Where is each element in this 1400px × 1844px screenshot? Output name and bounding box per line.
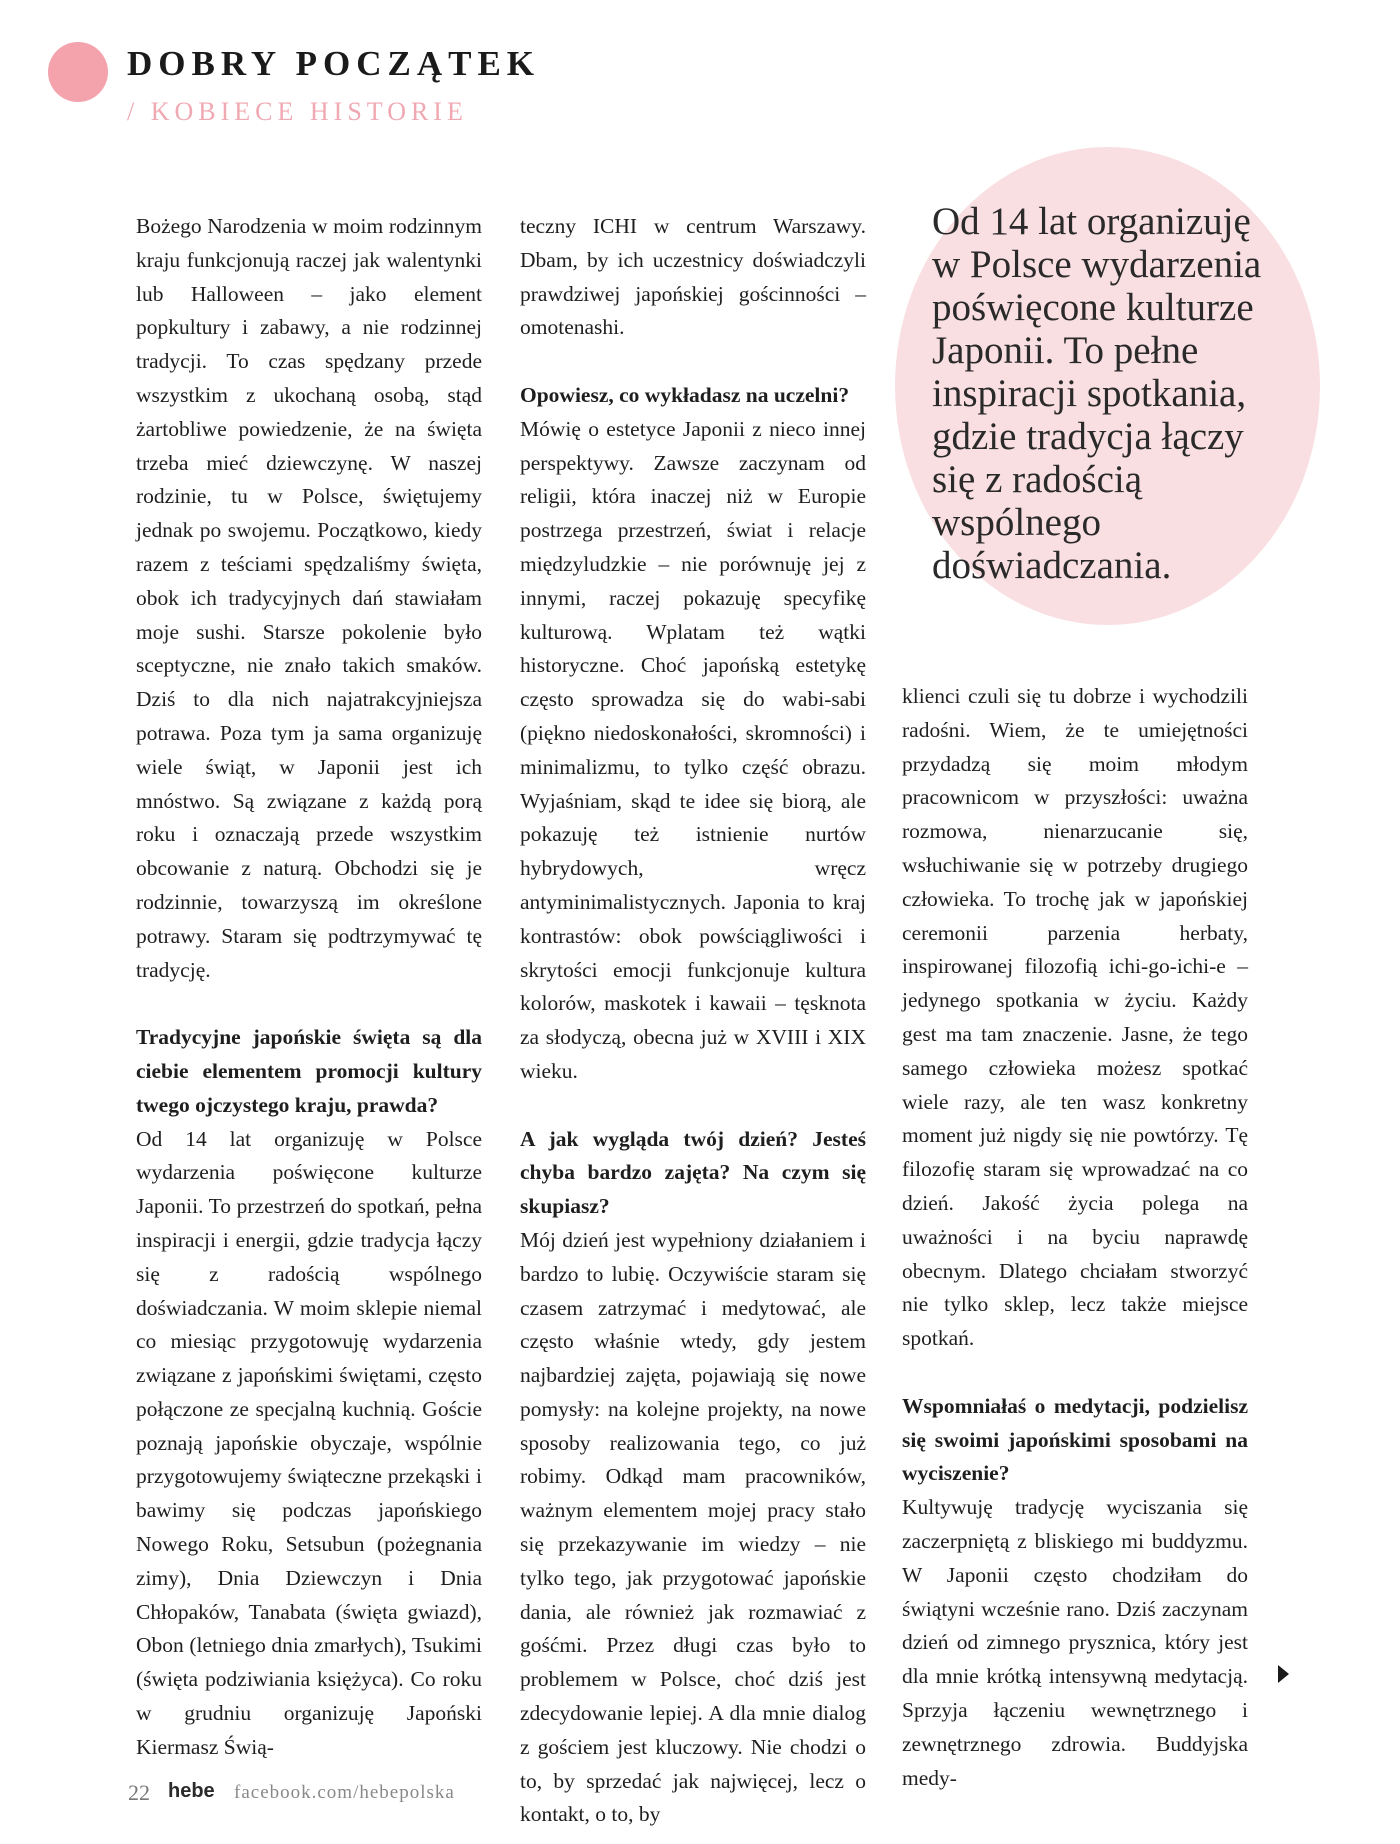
paragraph: klienci czuli się tu dobrze i wychodzili radośni. Wiem, że te umiejętności przydadzą się moim młodym pracownicom w przyszłości: uważna rozmowa, nienarzucanie się, wsłuchiwanie się w potrzeby drugiego człowieka. To trochę jak w japońskiej ceremonii parzenia herbaty, inspirowanej filozofią ichi-go-ichi-e – jedynego spotkania w życiu. Każdy gest ma tam znaczenie. Jasne, że tego samego człowieka możesz spotkać wiele razy, ale ten wasz konkretny moment już nigdy się nie powtórzy. Tę filozofię staram się wprowadzać na co dzień. Jakość życia polega na uważności i na byciu naprawdę obecnym. Dlatego chciałam stworzyć nie tylko sklep, lecz także miejsce spotkań. bbox=[902, 684, 1248, 1351]
section-subtitle: / KOBIECE HISTORIE bbox=[127, 97, 468, 126]
interview-question: A jak wygląda twój dzień? Jesteś chyba bardzo zajęta? Na czym się skupiasz? bbox=[520, 1126, 866, 1219]
paragraph: Od 14 lat organizuję w Polsce wydarzenia poświęcone kulturze Japonii. To przestrzeń do spotkań, pełna inspiracji i energii, gdzie tradycja łączy się z radością wspólnego doświadczania. W moim sklepie niemal co miesiąc przygotowuję wydarzenia związane z japońskimi świętami, często połączone ze specjalną kuchnią. Goście poznają japońskie obyczaje, wspólnie przygotowujemy świąteczne przekąski i bawimy się podczas japońskiego Nowego Roku, Setsubun (pożegnania zimy), Dnia Dziewczyn i Dnia Chłopaków, Tanabata (święta gwiazd), Obon (letniego dnia zmarłych), Tsukimi (święta podziwiania księżyca). Co roku w grudniu organizuję Japoński Kiermasz Świą- bbox=[136, 1126, 482, 1759]
article-column-2 bbox=[520, 210, 866, 1832]
paragraph: Mój dzień jest wypełniony działaniem i bardzo to lubię. Oczywiście staram się czasem zatrzymać i medytować, ale często właśnie wtedy, gdy jestem najbardziej zajęta, pojawiają się nowe pomysły: na kolejne projekty, na nowe sposoby realizowania tego, co już robimy. Odkąd mam pracowników, ważnym elementem mojej pracy stało się przekazywanie im wiedzy – nie tylko tego, jak przygotować japońskie dania, ale również jak rozmawiać z gośćmi. Przez długi czas było to problemem w Polsce, choć dziś jest zdecydowanie lepiej. A dla mnie dialog z gościem jest kluczowy. Nie chodzi o to, by sprzedać jak najwięcej, lecz o kontakt, o to, by bbox=[520, 1227, 866, 1827]
continue-arrow-icon bbox=[1278, 1665, 1289, 1683]
interview-question: Wspomniałaś o medytacji, podzielisz się swoimi japońskimi sposobami na wyciszenie? bbox=[902, 1393, 1248, 1486]
article-column-1 bbox=[136, 210, 482, 1765]
interview-question: Tradycyjne japońskie święta są dla ciebie elementem promocji kultury twego ojczystego kraju, prawda? bbox=[136, 1025, 482, 1117]
paragraph: Mówię o estetyce Japonii z nieco innej perspektywy. Zawsze zaczynam od religii, która inaczej niż w Europie postrzega przestrzeń, świat i relacje międzyludzkie – nie porównuję jej z innymi, raczej pokazuję specyfikę kulturową. Wplatam też wątki historyczne. Choć japońską estetykę często sprowadza się do wabi-sabi (piękno niedoskonałości, skromności) i minimalizmu, to tylko część obrazu. Wyjaśniam, skąd te idee się biorą, ale pokazuję też istnienie nurtów hybrydowych, wręcz antyminimalistycznych. Japonia to kraj kontrastów: obok powściągliwości i skrytości emocji funkcjonuje kultura kolorów, maskotek i kawaii – tęsknota za słodyczą, obecna już w XVIII i XIX wieku. bbox=[520, 416, 866, 1083]
pull-quote: Od 14 lat organizuję w Polsce wydarzenia poświęcone kulturze Japonii. To pełne inspiracji spotkania, gdzie tradycja łączy się z radością wspólnego doświadczania. bbox=[932, 200, 1262, 587]
brand-logo: hebe bbox=[168, 1780, 215, 1802]
article-column-3 bbox=[902, 680, 1248, 1795]
paragraph: Bożego Narodzenia w moim rodzinnym kraju funkcjonują raczej jak walentynki lub Halloween – jako element popkultury i zabawy, a nie rodzinnej tradycji. To czas spędzany przede wszystkim z ukochaną osobą, stąd żartobliwe powiedzenie, że na święta trzeba mieć dziewczynę. W naszej rodzinie, tu w Polsce, świętujemy jednak po swojemu. Początkowo, kiedy razem z teściami spędzaliśmy święta, obok ich tradycyjnych dań stawiałam moje sushi. Starsze pokolenie było sceptyczne, nie znało takich smaków. Dziś to dla nich najatrakcyjniejsza potrawa. Poza tym ja sama organizuję wiele świąt, w Japonii jest ich mnóstwo. Są związane z każdą porą roku i oznaczają przede wszystkim obcowanie z naturą. Obchodzi się je rodzinnie, towarzyszą im określone potrawy. Staram się podtrzymywać tę tradycję. bbox=[136, 214, 482, 982]
header-accent-dot bbox=[48, 42, 108, 102]
page-number: 22 bbox=[128, 1780, 150, 1805]
interview-question: Opowiesz, co wykładasz na uczelni? bbox=[520, 382, 850, 407]
section-title: DOBRY POCZĄTEK bbox=[127, 44, 541, 83]
facebook-link[interactable]: facebook.com/hebepolska bbox=[234, 1782, 455, 1803]
paragraph: Kultywuję tradycję wyciszania się zaczerpniętą z bliskiego mi buddyzmu. W Japonii często chodziłam do świątyni wcześnie rano. Dziś zaczynam dzień od zimnego prysznica, który jest dla mnie krótką intensywną medytacją. Sprzyja łączeniu wewnętrznego i zewnętrznego zdrowia. Buddyjska medy- bbox=[902, 1495, 1248, 1790]
paragraph: teczny ICHI w centrum Warszawy. Dbam, by ich uczestnicy doświadczyli prawdziwej japońskiej gościnności – omotenashi. bbox=[520, 214, 866, 340]
